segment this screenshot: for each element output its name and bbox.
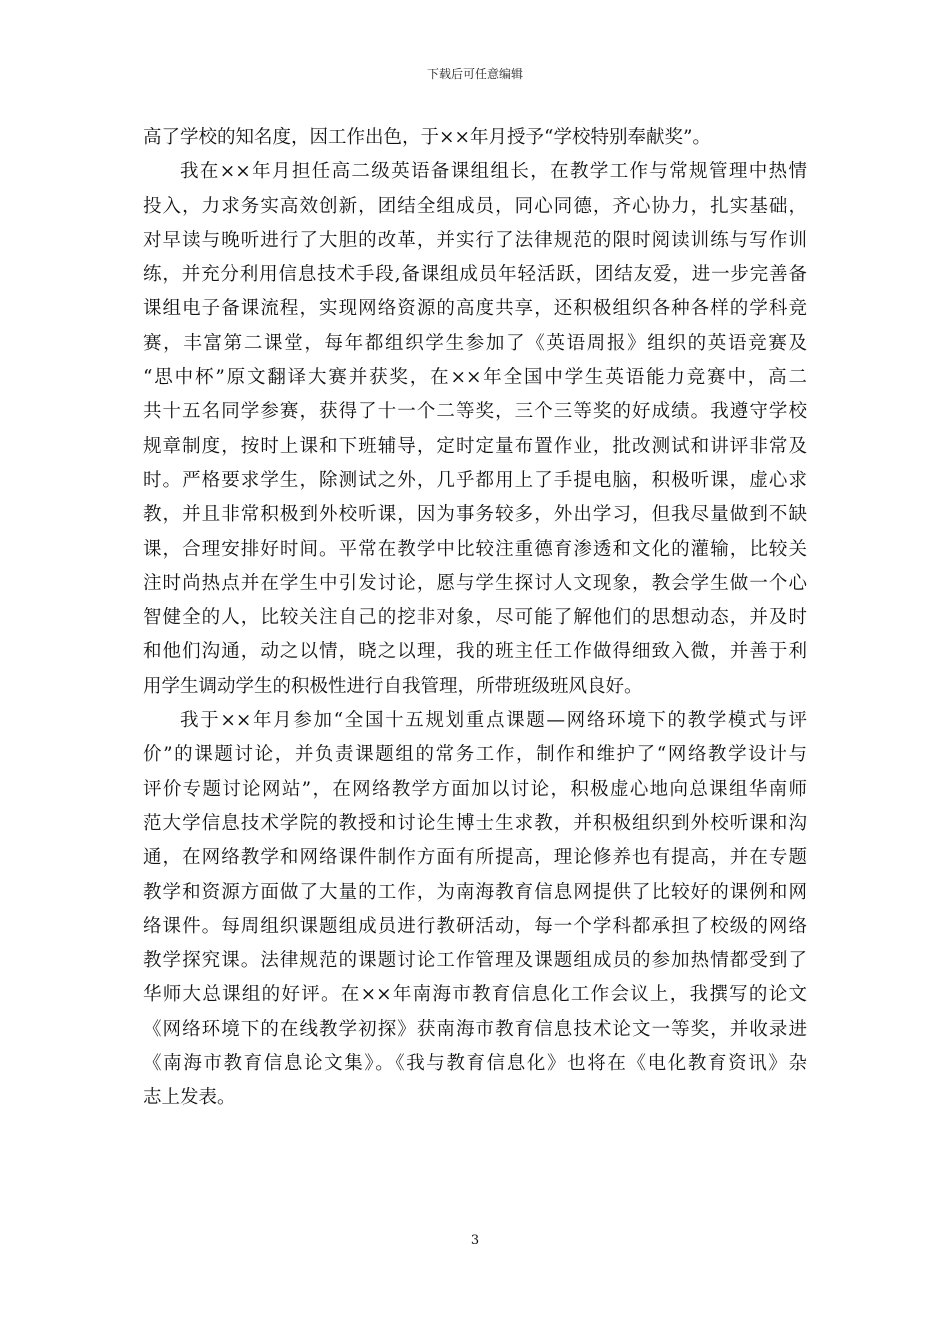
paragraph-3-line-4: 范大学信息技术学院的教授和讨论生博士生求教，并积极组织到外校听课和沟 (143, 812, 807, 834)
paragraph-3-line-5: 通，在网络教学和网络课件制作方面有所提高，理论修养也有提高，并在专题 (143, 847, 807, 869)
paragraph-3-line-6: 教学和资源方面做了大量的工作，为南海教育信息网提供了比较好的课例和网 (143, 881, 807, 903)
paragraph-3-line-2: 价”的课题讨论，并负责课题组的常务工作，制作和维护了“网络教学设计与 (143, 744, 807, 766)
paragraph-3-line-9: 华师大总课组的好评。在××年南海市教育信息化工作会议上，我撰写的论文 (143, 984, 807, 1006)
paragraph-2-line-14: 智健全的人，比较关注自己的挖非对象，尽可能了解他们的思想动态，并及时 (143, 607, 807, 629)
paragraph-2-line-10: 时。严格要求学生，除测试之外，几乎都用上了手提电脑，积极听课，虚心求 (143, 469, 807, 491)
paragraph-2-line-11: 教，并且非常积极到外校听课，因为事务较多，外出学习，但我尽量做到不缺 (143, 504, 807, 526)
paragraph-3-line-12: 志上发表。 (143, 1087, 236, 1109)
paragraph-2-line-6: 赛，丰富第二课堂，每年都组织学生参加了《英语周报》组织的英语竞赛及 (143, 332, 807, 354)
paragraph-2-line-1: 我在××年月担任高二级英语备课组组长，在教学工作与常规管理中热情 (180, 161, 807, 183)
page-header: 下载后可任意编辑 (426, 67, 523, 81)
paragraph-3-line-11: 《南海市教育信息论文集》。《我与教育信息化》也将在《电化教育资讯》杂 (143, 1053, 807, 1075)
paragraph-2-line-2: 投入，力求务实高效创新，团结全组成员，同心同德，齐心协力，扎实基础， (143, 195, 807, 217)
paragraph-1-line-1: 高了学校的知名度，因工作出色，于××年月授予“学校特别奉献奖”。 (143, 127, 711, 148)
paragraph-2-line-13: 注时尚热点并在学生中引发讨论，愿与学生探讨人文现象，教会学生做一个心 (143, 572, 807, 594)
paragraph-2-line-9: 规章制度，按时上课和下班辅导，定时定量布置作业，批改测试和讲评非常及 (143, 435, 807, 457)
paragraph-2-line-16: 用学生调动学生的积极性进行自我管理，所带班级班风良好。 (143, 675, 643, 697)
paragraph-3-line-10: 《网络环境下的在线教学初探》获南海市教育信息技术论文一等奖，并收录进 (143, 1018, 807, 1040)
paragraph-2-line-8: 共十五名同学参赛，获得了十一个二等奖，三个三等奖的好成绩。我遵守学校 (143, 401, 807, 423)
paragraph-2-line-4: 练，并充分利用信息技术手段,备课组成员年轻活跃，团结友爱，进一步完善备 (143, 264, 807, 286)
document-body (143, 121, 807, 1116)
paragraph-3-line-3: 评价专题讨论网站”，在网络教学方面加以讨论，积极虚心地向总课组华南师 (143, 778, 807, 800)
page-number: 3 (470, 1233, 480, 1248)
paragraph-3-line-1: 我于××年月参加“全国十五规划重点课题—网络环境下的教学模式与评 (180, 710, 807, 732)
paragraph-3-line-8: 教学探究课。法律规范的课题讨论工作管理及课题组成员的参加热情都受到了 (143, 950, 807, 972)
paragraph-2-line-5: 课组电子备课流程，实现网络资源的高度共享，还积极组织各种各样的学科竞 (143, 298, 807, 320)
paragraph-2-line-12: 课，合理安排好时间。平常在教学中比较注重德育渗透和文化的灌输，比较关 (143, 538, 807, 560)
paragraph-2-line-7: “思中杯”原文翻译大赛并获奖，在××年全国中学生英语能力竞赛中，高二 (143, 367, 807, 389)
paragraph-2-line-15: 和他们沟通，动之以情，晓之以理，我的班主任工作做得细致入微，并善于利 (143, 641, 807, 663)
paragraph-3-line-7: 络课件。每周组织课题组成员进行教研活动，每一个学科都承担了校级的网络 (143, 915, 807, 937)
paragraph-2-line-3: 对早读与晚听进行了大胆的改革，并实行了法律规范的限时阅读训练与写作训 (143, 229, 807, 251)
